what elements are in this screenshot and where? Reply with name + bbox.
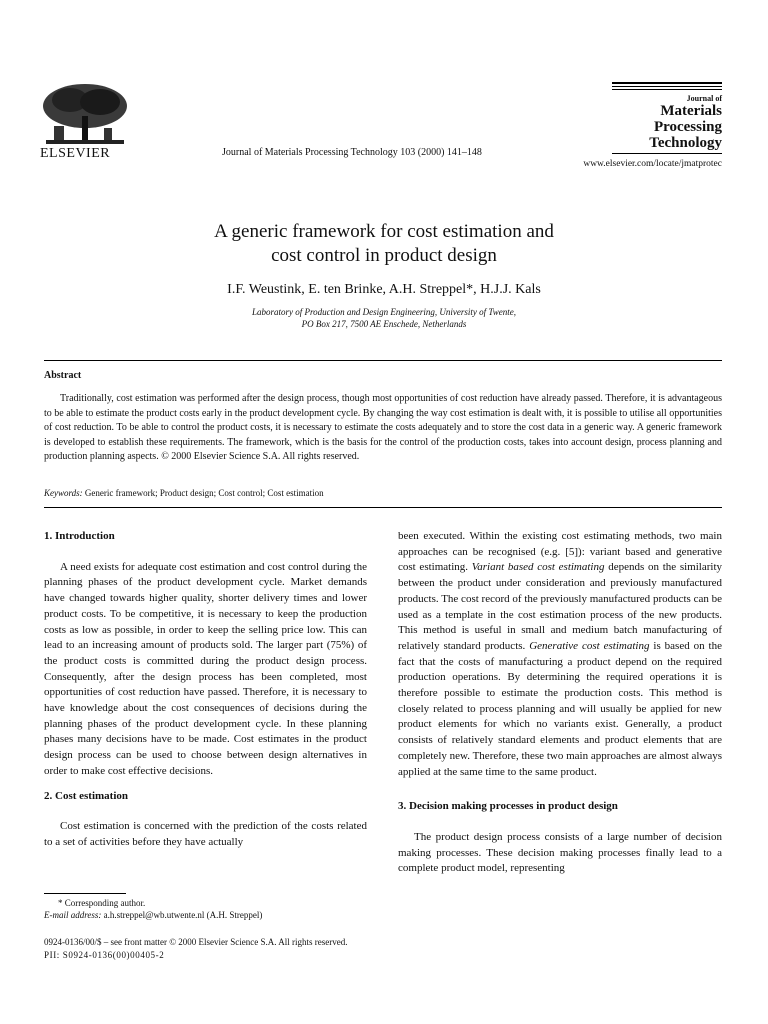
author-list: I.F. Weustink, E. ten Brinke, A.H. Streppel*, H.J.J. Kals (227, 282, 541, 297)
left-column (44, 529, 367, 851)
email-label: E-mail address: (44, 910, 102, 920)
email-address[interactable]: a.h.streppel@wb.utwente.nl (A.H. Streppel) (103, 910, 263, 920)
pii-line: PII: S0924-0136(00)00405-2 (44, 950, 165, 960)
keywords-list: Generic framework; Product design; Cost control; Cost estimation (84, 488, 324, 498)
keywords-label: Keywords: (44, 488, 83, 498)
emphasis: Generative cost estimating (529, 639, 650, 652)
journal-name-line: Materials (660, 103, 722, 119)
footnote-rule (44, 893, 126, 894)
paragraph: A need exists for adequate cost estimation and cost control during the planning phases of the product development cycle. Market demands have changed towards higher quality, shorter delivery times and lower product costs. To be competitive, it is necessary to keep the production costs as low as possible, in order to keep the selling price low. This can lead to an increasing amount of products sold. The larger part (75%) of the product costs is committed during the product design process. Consequently, after the design process has been completed, most opportunities of cost reduction have passed. Therefore, it is necessary to have knowledge about the cost consequences of decisions during the planning phases of the product development cycle. In these planning phases many decisions have to be made. Cost estimates in the product design process can be used to choose between design alternatives in order to make cost effective decisions. (44, 560, 367, 777)
article-title (100, 220, 668, 268)
footnote-corresponding: * Corresponding author. (58, 898, 146, 908)
copyright-line: 0924-0136/00/$ – see front matter © 2000 Elsevier Science S.A. All rights reserved. (44, 937, 348, 947)
publisher-name: ELSEVIER (40, 146, 111, 161)
paragraph (398, 529, 722, 780)
affiliation-line: Laboratory of Production and Design Engineering, University of Twente, (252, 307, 516, 317)
journal-of-label: Journal of (686, 94, 722, 103)
section-heading: 1. Introduction (44, 530, 115, 542)
affiliation (100, 306, 668, 330)
divider (44, 360, 722, 361)
title-line: A generic framework for cost estimation and (214, 221, 554, 242)
journal-name-line: Technology (649, 135, 722, 151)
journal-name-line: Processing (653, 119, 722, 135)
affiliation-line: PO Box 217, 7500 AE Enschede, Netherlands (301, 319, 467, 329)
journal-citation: Journal of Materials Processing Technology 103 (2000) 141–148 (222, 147, 482, 158)
journal-masthead (612, 82, 722, 156)
section-heading: 3. Decision making processes in product design (398, 800, 618, 813)
paragraph: The product design process consists of a large number of decision making processes. These decision making processes finally lead to a complete product model, representing (398, 830, 722, 875)
section-heading: 2. Cost estimation (44, 789, 129, 802)
keywords (44, 488, 324, 498)
abstract-heading: Abstract (44, 370, 82, 381)
text-run: is based on the fact that the costs of manufacturing a product depend on the required production operations. By determining the required operations it is therefore possible to estimate the production costs. This method is closely related to process planning and will usually be applied for new product elements for which no variants exist. Generally, a product consists of relatively standard elements and product elements that are completely new. Therefore, these two main approaches are almost always applied at the same time to the same product. (398, 639, 722, 778)
abstract-text (44, 392, 722, 465)
text-run: been executed. Within the existing cost estimating methods, two main approaches can be recognised (e.g. [5]): variant based and generative cost estimating. (398, 530, 722, 574)
right-column (398, 529, 722, 877)
paragraph: Cost estimation is concerned with the prediction of the costs related to a set of activities before they have actually (44, 820, 367, 848)
title-line: cost control in product design (271, 245, 497, 266)
emphasis: Variant based cost estimating (471, 561, 605, 574)
journal-url[interactable]: www.elsevier.com/locate/jmatprotec (583, 159, 722, 169)
text-run: depends on the similarity between the product under consideration and previously manufactured products. The cost record of the previously manufactured products can be used as a template in the cost estimation process of the new products. This method is useful in small and medium batch manufacturing of relatively standard products. (398, 561, 723, 652)
divider (44, 507, 722, 508)
footnote-email (44, 910, 262, 920)
abstract-paragraph: Traditionally, cost estimation was performed after the design process, though most opportunities of cost reduction have already passed. Therefore, it is advantageous to be able to estimate the product costs early in the product development cycle. By changing the way cost estimation is dealt with, it is possible to utilise all opportunities of cost reduction. To be able to control the product costs, it is necessary to estimate the costs adequately and to store the cost data in a generic way. A generic framework is developed to establish these requirements. The framework, which is the basis for the control of the production costs, takes into account design, process planning and production planning aspects. © 2000 Elsevier Science S.A. All rights reserved. (44, 393, 722, 463)
